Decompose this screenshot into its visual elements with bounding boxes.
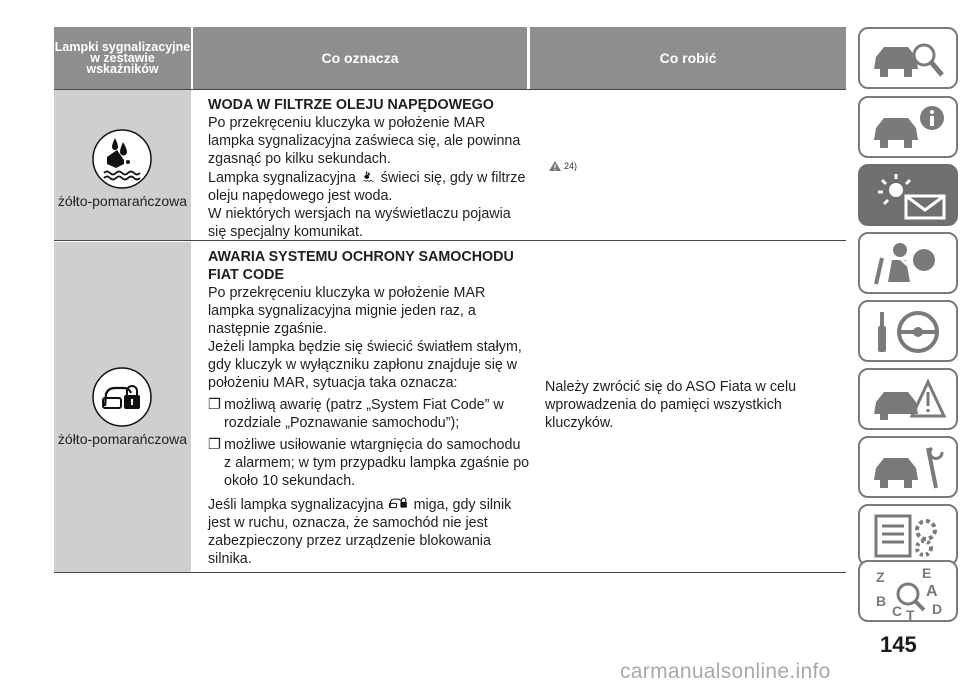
page-number: 145 [880, 632, 917, 657]
tab-technical-data[interactable] [858, 504, 958, 566]
paragraph-text: świeci się, gdy w filtrze oleju napędowego jest woda. [208, 170, 526, 204]
warning-triangle-icon [548, 160, 562, 172]
paragraph: Po przekręceniu kluczyka w położenie MAR lampka sygnalizacyjna mignie jeden raz, a następnie zgaśnie. [208, 285, 486, 337]
paragraph: Po przekręceniu kluczyka w położenie MAR lampka sygnalizacyjna zaświeca się, ale powinna zgasnąć po kilku sekundach. [208, 115, 521, 167]
water-in-fuel-filter-icon [91, 128, 153, 190]
table-rule [54, 89, 846, 90]
tab-index[interactable] [858, 560, 958, 622]
meaning-water-filter [208, 96, 530, 241]
tab-warning-lights[interactable] [858, 164, 958, 226]
table-rule [54, 572, 846, 573]
warning-light-message-icon [870, 170, 950, 222]
index-letter: Z [876, 569, 885, 585]
header-action: Co robić [530, 27, 846, 89]
paragraph: Jeżeli lampka będzie się świecić światłem stałym, gdy kluczyk w wyłączniku zapłonu znajduje się w położeniu MAR, sytuacja taka oznacza: [208, 339, 522, 391]
meaning-fiat-code [208, 248, 530, 568]
bullet-mark: ❐ [208, 437, 221, 453]
lamp-cell-fiat-code [54, 242, 191, 572]
index-letter: C [892, 603, 903, 619]
tab-safety[interactable] [858, 232, 958, 294]
header-lamps: Lampki sygnalizacyjne w zestawie wskaźników [54, 27, 191, 89]
tab-maintenance[interactable] [858, 436, 958, 498]
airbag-seat-icon [870, 238, 950, 290]
list-item [208, 436, 530, 490]
car-tools-icon [870, 442, 950, 494]
specs-gear-icon [870, 510, 950, 562]
tab-car-info[interactable] [858, 96, 958, 158]
index-letter: A [926, 583, 938, 600]
action-reference [548, 160, 577, 172]
tab-emergency[interactable] [858, 368, 958, 430]
list-item [208, 396, 530, 432]
paragraph [208, 168, 530, 205]
row-title: AWARIA SYSTEMU OCHRONY SAMOCHODU FIAT CODE [208, 249, 514, 283]
action-fiat-code: Należy zwrócić się do ASO Fiata w celu wprowadzenia do pamięci wszystkich kluczyków. [545, 379, 797, 431]
steering-wheel-key-icon [870, 306, 950, 358]
index-letter: D [932, 601, 943, 617]
reference-number: 24) [564, 161, 578, 171]
car-search-icon [870, 33, 950, 85]
car-info-icon [870, 102, 950, 154]
bullet-mark: ❐ [208, 397, 221, 413]
index-letter: B [876, 593, 887, 609]
tab-starting-driving[interactable] [858, 300, 958, 362]
paragraph-text: miga, gdy silnik jest w ruchu, oznacza, że samochód nie jest zabezpieczony przez urządzenie blokowania silnika. [208, 497, 512, 567]
index-letter: E [922, 566, 932, 581]
paragraph-text: Jeśli lampka sygnalizacyjna [208, 497, 384, 513]
water-in-fuel-filter-icon [360, 168, 377, 185]
lamp-color-label: żółto-pomarańczowa [57, 193, 188, 209]
alphabet-index-icon [870, 566, 950, 620]
list-item-text: możliwe usiłowanie wtargnięcia do samochodu z alarmem; w tym przypadku lampka zgaśnie po około 10 sekundach. [224, 437, 530, 489]
index-letter: T [906, 607, 915, 620]
row-title: WODA W FILTRZE OLEJU NAPĘDOWEGO [208, 97, 494, 113]
paragraph [208, 494, 530, 568]
car-warning-icon [870, 374, 950, 426]
header-meaning: Co oznacza [193, 27, 527, 89]
lamp-cell-water-filter [54, 90, 191, 240]
watermark: carmanualsonline.info [620, 660, 831, 683]
paragraph: W niektórych wersjach na wyświetlaczu pojawia się specjalny komunikat. [208, 206, 511, 240]
fiat-code-immobilizer-icon [91, 366, 153, 428]
lamp-color-label: żółto-pomarańczowa [57, 431, 188, 447]
list-item-text: możliwą awarię (patrz „System Fiat Code” w rozdziale „Poznawanie samochodu”); [224, 397, 504, 431]
paragraph-text: Lampka sygnalizacyjna [208, 170, 356, 186]
tab-car-search[interactable] [858, 27, 958, 89]
fiat-code-immobilizer-icon [388, 494, 410, 512]
